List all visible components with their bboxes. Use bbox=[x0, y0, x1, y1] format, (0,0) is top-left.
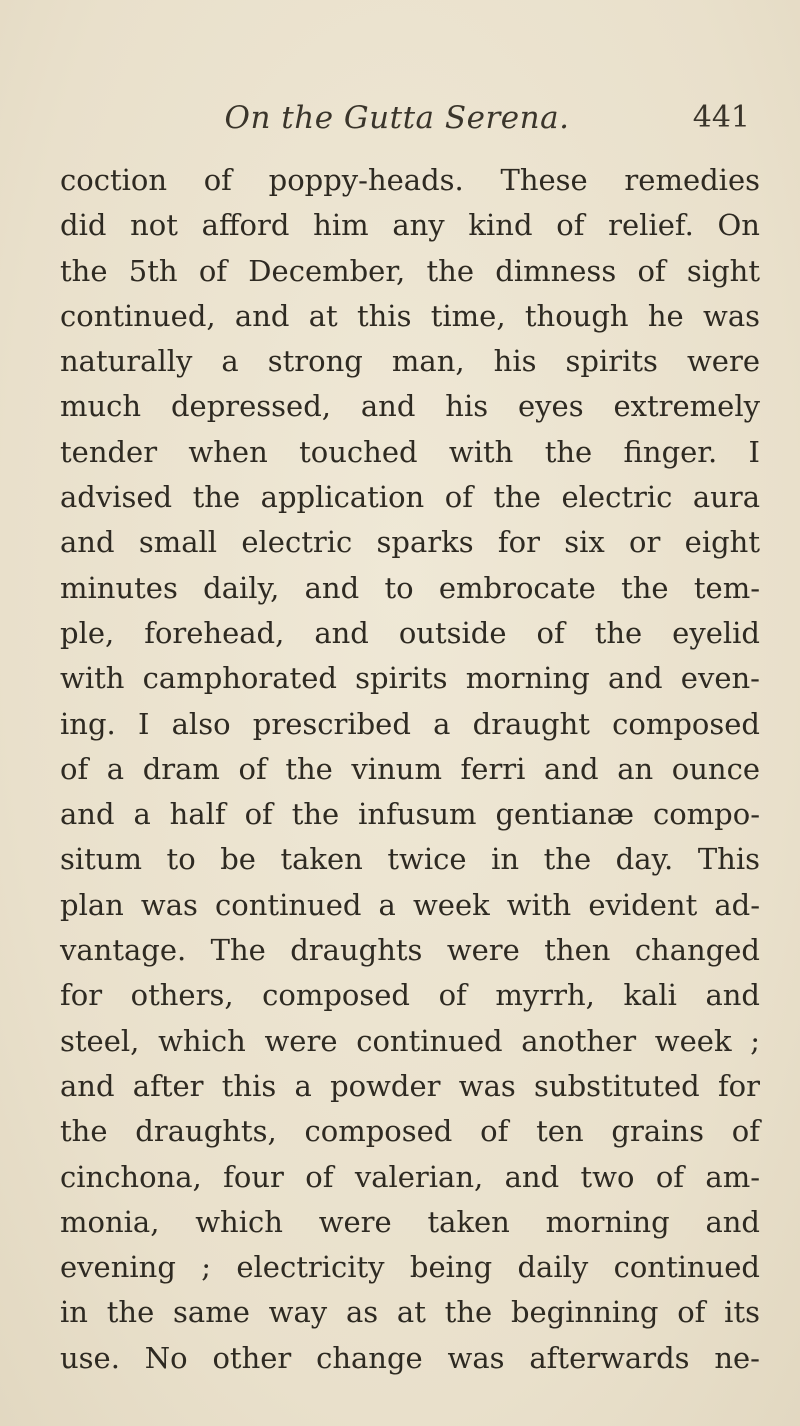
text-line: in the same way as at the beginning of its bbox=[60, 1295, 760, 1330]
text-line: the draughts, composed of ten grains of bbox=[60, 1114, 760, 1149]
text-line: the 5th of December, the dimness of sight bbox=[60, 253, 760, 288]
text-line: advised the application of the electric aura bbox=[60, 480, 760, 515]
text-line: minutes daily, and to embrocate the tem- bbox=[60, 570, 760, 605]
text-line: much depressed, and his eyes extremely bbox=[60, 389, 760, 424]
text-line: continued, and at this time, though he was bbox=[60, 298, 760, 333]
text-line: naturally a strong man, his spirits were bbox=[60, 344, 760, 379]
text-line: monia, which were taken morning and bbox=[60, 1204, 760, 1239]
text-line: evening ; electricity being daily continued bbox=[60, 1250, 760, 1285]
text-line: cinchona, four of valerian, and two of am- bbox=[60, 1159, 760, 1194]
text-line: situm to be taken twice in the day. This bbox=[60, 842, 760, 877]
text-line: ing. I also prescribed a draught composed bbox=[60, 706, 760, 741]
page-number: 441 bbox=[692, 100, 750, 135]
text-line: coction of poppy-heads. These remedies bbox=[60, 163, 760, 197]
text-line: plan was continued a week with evident ad- bbox=[60, 887, 760, 922]
text-line: and after this a powder was substituted for bbox=[60, 1068, 760, 1103]
text-line: with camphorated spirits morning and even- bbox=[60, 661, 760, 696]
text-line: and a half of the infusum gentianæ compo- bbox=[60, 797, 760, 832]
text-line: ple, forehead, and outside of the eyelid bbox=[60, 615, 760, 650]
body-text bbox=[60, 158, 760, 1381]
running-title: On the Gutta Serena. bbox=[224, 100, 570, 136]
text-line: steel, which were continued another week ; bbox=[60, 1023, 760, 1058]
text-line: vantage. The draughts were then changed bbox=[60, 933, 760, 968]
text-line: use. No other change was afterwards ne- bbox=[60, 1340, 760, 1375]
text-line: for others, composed of myrrh, kali and bbox=[60, 978, 760, 1013]
text-line: and small electric sparks for six or eight bbox=[60, 525, 760, 560]
page-header bbox=[44, 100, 750, 144]
text-line: of a dram of the vinum ferri and an ounce bbox=[60, 751, 760, 786]
text-line: did not afford him any kind of relief. On bbox=[60, 208, 760, 243]
text-line: tender when touched with the finger. I bbox=[60, 434, 760, 469]
